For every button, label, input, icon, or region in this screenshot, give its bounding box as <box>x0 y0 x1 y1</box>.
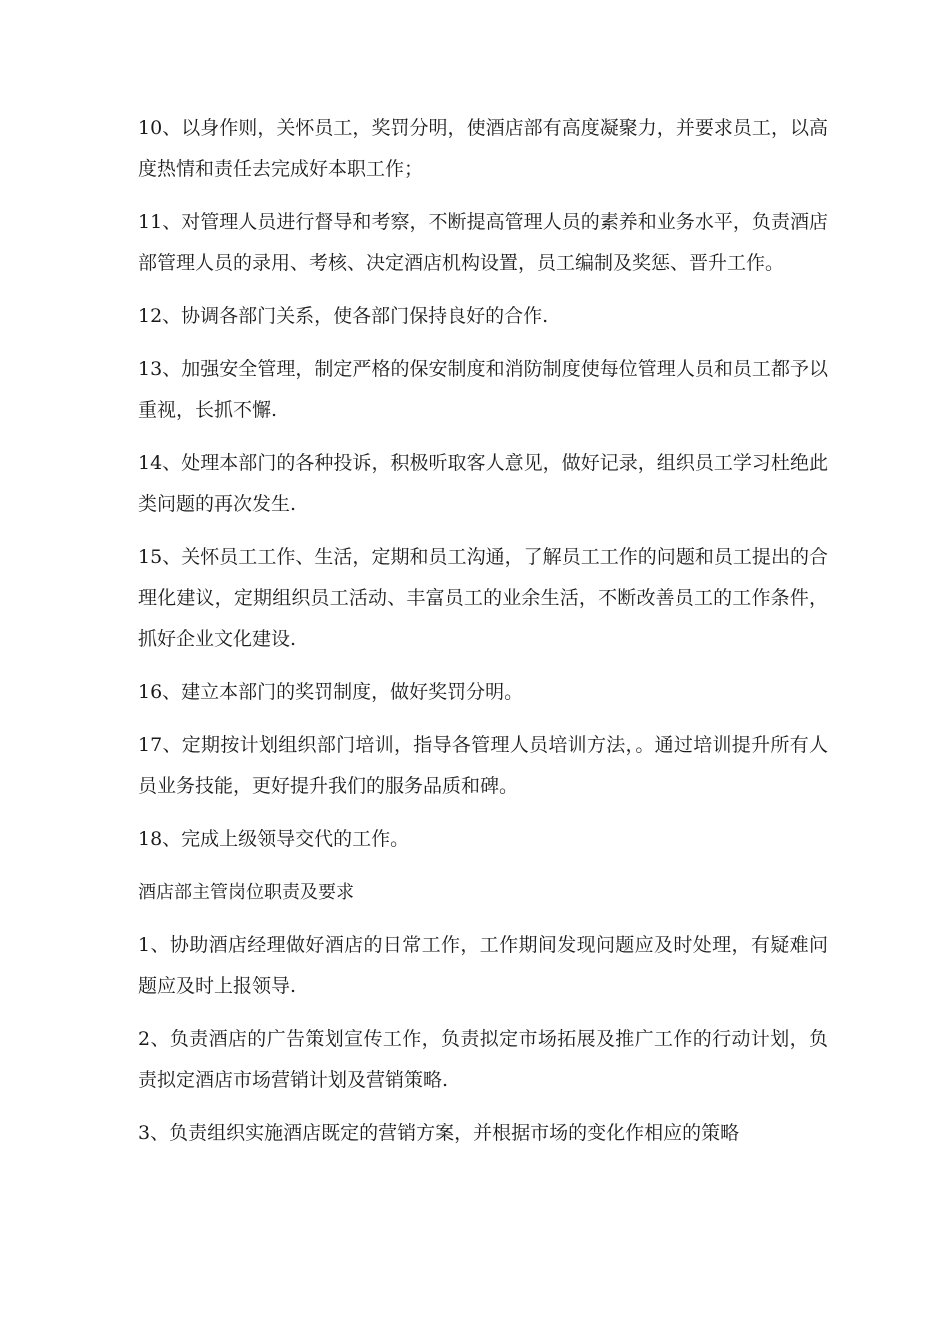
paragraph-12: 12、协调各部门关系，使各部门保持良好的合作. <box>138 305 549 327</box>
paragraph-17: 17、定期按计划组织部门培训，指导各管理人员培训方法，。通过培训提升所有人员业务技能，更好提升我们的服务品质和碑。 <box>138 734 828 797</box>
section-heading: 酒店部主管岗位职责及要求 <box>138 882 354 903</box>
paragraph-14: 14、处理本部门的各种投诉，积极听取客人意见，做好记录，组织员工学习杜绝此类问题的再次发生. <box>138 452 828 515</box>
paragraph-11: 11、对管理人员进行督导和考察，不断提高管理人员的素养和业务水平，负责酒店部管理人员的录用、考核、决定酒店机构设置，员工编制及奖惩、晋升工作。 <box>138 211 828 274</box>
paragraph-13: 13、加强安全管理，制定严格的保安制度和消防制度使每位管理人员和员工都予以重视，长抓不懈. <box>138 358 828 421</box>
document-body <box>138 108 828 1166</box>
paragraph-16: 16、建立本部门的奖罚制度，做好奖罚分明。 <box>138 681 524 703</box>
paragraph-15: 15、关怀员工工作、生活，定期和员工沟通，了解员工工作的问题和员工提出的合理化建议，定期组织员工活动、丰富员工的业余生活，不断改善员工的工作条件，抓好企业文化建设. <box>138 546 828 650</box>
paragraph-supervisor-3: 3、负责组织实施酒店既定的营销方案，并根据市场的变化作相应的策略 <box>138 1122 740 1144</box>
paragraph-18: 18、完成上级领导交代的工作。 <box>138 828 410 850</box>
paragraph-supervisor-2: 2、负责酒店的广告策划宣传工作，负责拟定市场拓展及推广工作的行动计划，负责拟定酒店市场营销计划及营销策略. <box>138 1028 828 1091</box>
paragraph-supervisor-1: 1、协助酒店经理做好酒店的日常工作，工作期间发现问题应及时处理，有疑难问题应及时上报领导. <box>138 934 828 997</box>
paragraph-10: 10、以身作则，关怀员工，奖罚分明，使酒店部有高度凝聚力，并要求员工，以高度热情和责任去完成好本职工作； <box>138 117 828 180</box>
